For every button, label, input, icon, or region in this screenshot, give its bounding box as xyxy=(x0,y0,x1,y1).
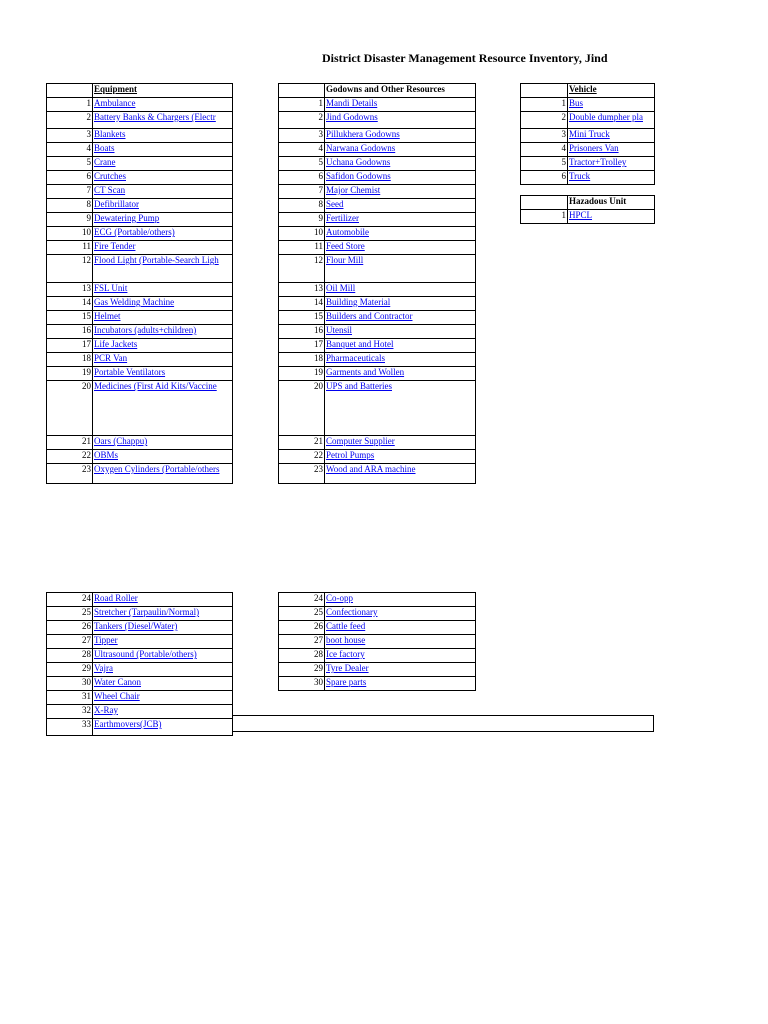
resource-link[interactable]: Garments and Wollen xyxy=(325,367,476,381)
table-row xyxy=(521,112,655,129)
table-row xyxy=(521,171,655,185)
row-number: 19 xyxy=(279,367,325,381)
row-number: 8 xyxy=(47,199,93,213)
resource-link[interactable]: Blankets xyxy=(93,129,233,143)
equipment-body xyxy=(47,98,233,484)
hazardous-body xyxy=(521,210,655,224)
resource-link[interactable]: Defibrillator xyxy=(93,199,233,213)
resource-link[interactable]: Jind Godowns xyxy=(325,112,476,129)
resource-link[interactable]: Flour Mill xyxy=(325,255,476,283)
table-row xyxy=(47,98,233,112)
table-row xyxy=(521,98,655,112)
resource-link[interactable]: Flood Light (Portable-Search Ligh xyxy=(93,255,233,283)
row-number: 2 xyxy=(47,112,93,129)
table-row xyxy=(47,227,233,241)
row-number: 9 xyxy=(47,213,93,227)
resource-link[interactable]: Co-opp xyxy=(325,593,476,607)
row-number: 18 xyxy=(47,353,93,367)
resource-link[interactable]: Seed xyxy=(325,199,476,213)
table-row xyxy=(279,325,476,339)
table-row xyxy=(279,677,476,691)
table-row xyxy=(47,436,233,450)
resource-link[interactable]: Stretcher (Tarpaulin/Normal) xyxy=(93,607,233,621)
table-row xyxy=(47,450,233,464)
row-number: 13 xyxy=(47,283,93,297)
row-number: 26 xyxy=(279,621,325,635)
table-row xyxy=(279,436,476,450)
resource-link[interactable]: Safidon Godowns xyxy=(325,171,476,185)
resource-link[interactable]: Wheel Chair xyxy=(93,691,233,705)
row-number: 24 xyxy=(47,593,93,607)
row-number: 5 xyxy=(279,157,325,171)
row-number: 7 xyxy=(47,185,93,199)
row-number: 4 xyxy=(47,143,93,157)
table-row xyxy=(279,367,476,381)
resource-link[interactable]: Life Jackets xyxy=(93,339,233,353)
table-row xyxy=(47,171,233,185)
resource-link[interactable]: Prisoners Van xyxy=(568,143,655,157)
row-number: 22 xyxy=(47,450,93,464)
godowns-body xyxy=(279,98,476,484)
resource-link[interactable]: Builders and Contractor xyxy=(325,311,476,325)
table-row xyxy=(47,129,233,143)
table-row xyxy=(47,705,233,719)
row-number: 25 xyxy=(47,607,93,621)
table-header-row xyxy=(521,84,655,98)
resource-link[interactable]: Petrol Pumps xyxy=(325,450,476,464)
row-number: 13 xyxy=(279,283,325,297)
table-row xyxy=(279,649,476,663)
table-row xyxy=(279,98,476,112)
resource-link[interactable]: Vajra xyxy=(93,663,233,677)
table-row xyxy=(279,199,476,213)
row-number: 4 xyxy=(279,143,325,157)
row-number: 10 xyxy=(279,227,325,241)
row-number: 23 xyxy=(47,464,93,484)
resource-link[interactable]: Earthmovers(JCB) xyxy=(93,719,233,736)
table-row xyxy=(47,241,233,255)
resource-link[interactable]: Spare parts xyxy=(325,677,476,691)
resource-link[interactable]: Wood and ARA machine xyxy=(325,464,476,484)
resource-link[interactable]: Uchana Godowns xyxy=(325,157,476,171)
table-row xyxy=(521,129,655,143)
resource-link[interactable]: Dewatering Pump xyxy=(93,213,233,227)
resource-link[interactable]: Oil Mill xyxy=(325,283,476,297)
row-number: 10 xyxy=(47,227,93,241)
table-row xyxy=(47,143,233,157)
resource-link[interactable]: Oars (Chappu) xyxy=(93,436,233,450)
resource-link[interactable]: Banquet and Hotel xyxy=(325,339,476,353)
resource-link[interactable]: Boats xyxy=(93,143,233,157)
table-row xyxy=(47,199,233,213)
resource-link[interactable]: Utensil xyxy=(325,325,476,339)
resource-link[interactable]: boot house xyxy=(325,635,476,649)
resource-link[interactable]: Confectionary xyxy=(325,607,476,621)
row-number: 27 xyxy=(279,635,325,649)
resource-link[interactable]: Major Chemist xyxy=(325,185,476,199)
row-number: 3 xyxy=(47,129,93,143)
table-row xyxy=(47,381,233,436)
godowns-body-2 xyxy=(279,593,476,691)
row-number: 8 xyxy=(279,199,325,213)
row-number: 5 xyxy=(47,157,93,171)
resource-link[interactable]: Tipper xyxy=(93,635,233,649)
resource-link[interactable]: Double dumpher pla xyxy=(568,112,655,129)
table-row xyxy=(47,213,233,227)
table-row xyxy=(47,677,233,691)
table-row xyxy=(47,185,233,199)
table-row xyxy=(47,719,233,736)
row-number: 3 xyxy=(521,129,568,143)
row-number: 1 xyxy=(521,210,568,224)
table-row xyxy=(279,339,476,353)
row-number: 4 xyxy=(521,143,568,157)
resource-link[interactable]: Medicines (First Aid Kits/Vaccine xyxy=(93,381,233,436)
resource-link[interactable]: Building Material xyxy=(325,297,476,311)
resource-link[interactable]: Narwana Godowns xyxy=(325,143,476,157)
row-number: 15 xyxy=(279,311,325,325)
row-number: 2 xyxy=(521,112,568,129)
table-row xyxy=(521,210,655,224)
row-number: 12 xyxy=(47,255,93,283)
table-header-row xyxy=(521,196,655,210)
resource-link[interactable]: Computer Supplier xyxy=(325,436,476,450)
resource-link[interactable]: Pharmaceuticals xyxy=(325,353,476,367)
table-row xyxy=(279,283,476,297)
row-number: 26 xyxy=(47,621,93,635)
table-row xyxy=(279,185,476,199)
table-row xyxy=(47,621,233,635)
resource-link[interactable]: CT Scan xyxy=(93,185,233,199)
row-number: 22 xyxy=(279,450,325,464)
resource-link[interactable]: Ice factory xyxy=(325,649,476,663)
row-number: 21 xyxy=(279,436,325,450)
row-number: 18 xyxy=(279,353,325,367)
table-row xyxy=(279,241,476,255)
table-row xyxy=(279,143,476,157)
table-row xyxy=(47,353,233,367)
column-header: Hazadous Unit xyxy=(568,196,655,210)
row-number: 1 xyxy=(521,98,568,112)
row-number: 3 xyxy=(279,129,325,143)
table-row xyxy=(279,607,476,621)
table-row xyxy=(279,635,476,649)
table-row xyxy=(47,311,233,325)
table-row xyxy=(47,367,233,381)
table-row xyxy=(47,112,233,129)
row-number: 17 xyxy=(279,339,325,353)
table-row xyxy=(279,621,476,635)
resource-link[interactable]: Road Roller xyxy=(93,593,233,607)
row-number: 5 xyxy=(521,157,568,171)
column-header: Vehicle xyxy=(568,84,655,98)
resource-link[interactable]: Automobile xyxy=(325,227,476,241)
equipment-table xyxy=(46,83,233,484)
resource-link[interactable]: Crutches xyxy=(93,171,233,185)
table-row xyxy=(279,593,476,607)
table-row xyxy=(47,297,233,311)
row-number: 17 xyxy=(47,339,93,353)
vehicle-table xyxy=(520,83,655,185)
table-row xyxy=(47,255,233,283)
resource-link[interactable]: Feed Store xyxy=(325,241,476,255)
table-row xyxy=(279,297,476,311)
resource-link[interactable]: Crane xyxy=(93,157,233,171)
row-number: 27 xyxy=(47,635,93,649)
table-row xyxy=(47,593,233,607)
table-row xyxy=(279,227,476,241)
resource-link[interactable]: Bus xyxy=(568,98,655,112)
page-title: District Disaster Management Resource Inventory, Jind xyxy=(322,51,608,65)
table-row xyxy=(279,464,476,484)
table-row xyxy=(47,635,233,649)
table-row xyxy=(521,157,655,171)
table-row xyxy=(47,325,233,339)
resource-link[interactable]: X-Ray xyxy=(93,705,233,719)
row-number: 30 xyxy=(47,677,93,691)
resource-link[interactable]: ECG (Portable/others) xyxy=(93,227,233,241)
column-header: Godowns and Other Resources xyxy=(325,84,476,98)
table-row xyxy=(279,381,476,436)
row-number: 21 xyxy=(47,436,93,450)
resource-link[interactable]: Pillukhera Godowns xyxy=(325,129,476,143)
resource-link[interactable]: Fire Tender xyxy=(93,241,233,255)
row-number: 23 xyxy=(279,464,325,484)
row-number: 29 xyxy=(47,663,93,677)
resource-link[interactable]: Water Canon xyxy=(93,677,233,691)
row-number: 9 xyxy=(279,213,325,227)
row-number: 29 xyxy=(279,663,325,677)
table-header-row xyxy=(47,84,233,98)
table-row xyxy=(279,129,476,143)
row-number: 16 xyxy=(279,325,325,339)
hazardous-table xyxy=(520,195,655,224)
table-row xyxy=(521,143,655,157)
table-row xyxy=(47,663,233,677)
table-row xyxy=(279,311,476,325)
resource-link[interactable]: Cattle feed xyxy=(325,621,476,635)
resource-link[interactable]: Portable Ventilators xyxy=(93,367,233,381)
resource-link[interactable]: Mandi Details xyxy=(325,98,476,112)
table-row xyxy=(279,112,476,129)
row-number: 7 xyxy=(279,185,325,199)
row-number: 1 xyxy=(279,98,325,112)
row-number: 20 xyxy=(47,381,93,436)
table-row xyxy=(47,649,233,663)
row-number: 19 xyxy=(47,367,93,381)
row-number: 16 xyxy=(47,325,93,339)
row-number: 33 xyxy=(47,719,93,736)
row-number: 11 xyxy=(279,241,325,255)
resource-link[interactable]: HPCL xyxy=(568,210,655,224)
row-number: 11 xyxy=(47,241,93,255)
table-row xyxy=(279,353,476,367)
equipment-body-2 xyxy=(47,593,233,736)
resource-link[interactable]: Tyre Dealer xyxy=(325,663,476,677)
table-row xyxy=(47,691,233,705)
resource-link[interactable]: Helmet xyxy=(93,311,233,325)
table-row xyxy=(47,464,233,484)
resource-link[interactable]: OBMs xyxy=(93,450,233,464)
resource-link[interactable]: Ambulance xyxy=(93,98,233,112)
resource-link[interactable]: Gas Welding Machine xyxy=(93,297,233,311)
godowns-table xyxy=(278,83,476,484)
table-row xyxy=(47,607,233,621)
resource-link[interactable]: Battery Banks & Chargers (Electr xyxy=(93,112,233,129)
godowns-table-continued xyxy=(278,592,476,691)
resource-link[interactable]: Incubators (adults+children) xyxy=(93,325,233,339)
resource-link[interactable]: Ultrasound (Portable/others) xyxy=(93,649,233,663)
row-number: 1 xyxy=(47,98,93,112)
table-row xyxy=(279,663,476,677)
table-row xyxy=(279,157,476,171)
row-number: 6 xyxy=(279,171,325,185)
vehicle-body xyxy=(521,98,655,185)
row-number: 12 xyxy=(279,255,325,283)
row-number: 6 xyxy=(521,171,568,185)
row-number: 32 xyxy=(47,705,93,719)
table-row xyxy=(279,213,476,227)
row-number: 14 xyxy=(47,297,93,311)
resource-link[interactable]: FSL Unit xyxy=(93,283,233,297)
resource-link[interactable]: PCR Van xyxy=(93,353,233,367)
row-number: 20 xyxy=(279,381,325,436)
row-number: 2 xyxy=(279,112,325,129)
table-header-row xyxy=(279,84,476,98)
table-row xyxy=(47,283,233,297)
column-header: Equipment xyxy=(93,84,233,98)
row-number: 6 xyxy=(47,171,93,185)
table-row xyxy=(279,450,476,464)
table-row xyxy=(279,255,476,283)
resource-link[interactable]: Fertilizer xyxy=(325,213,476,227)
resource-link[interactable]: Mini Truck xyxy=(568,129,655,143)
row-number: 15 xyxy=(47,311,93,325)
resource-link[interactable]: Oxygen Cylinders (Portable/others xyxy=(93,464,233,484)
resource-link[interactable]: Truck xyxy=(568,171,655,185)
row-number: 28 xyxy=(47,649,93,663)
equipment-table-continued xyxy=(46,592,233,736)
row-number: 31 xyxy=(47,691,93,705)
row-number: 25 xyxy=(279,607,325,621)
table-row xyxy=(47,339,233,353)
resource-link[interactable]: Tractor+Trolley xyxy=(568,157,655,171)
row-number: 30 xyxy=(279,677,325,691)
resource-link[interactable]: UPS and Batteries xyxy=(325,381,476,436)
row-number: 24 xyxy=(279,593,325,607)
resource-link[interactable]: Tankers (Diesel/Water) xyxy=(93,621,233,635)
row-number: 28 xyxy=(279,649,325,663)
row-number: 14 xyxy=(279,297,325,311)
table-row xyxy=(47,157,233,171)
earthmovers-row-extension xyxy=(232,715,654,732)
table-row xyxy=(279,171,476,185)
